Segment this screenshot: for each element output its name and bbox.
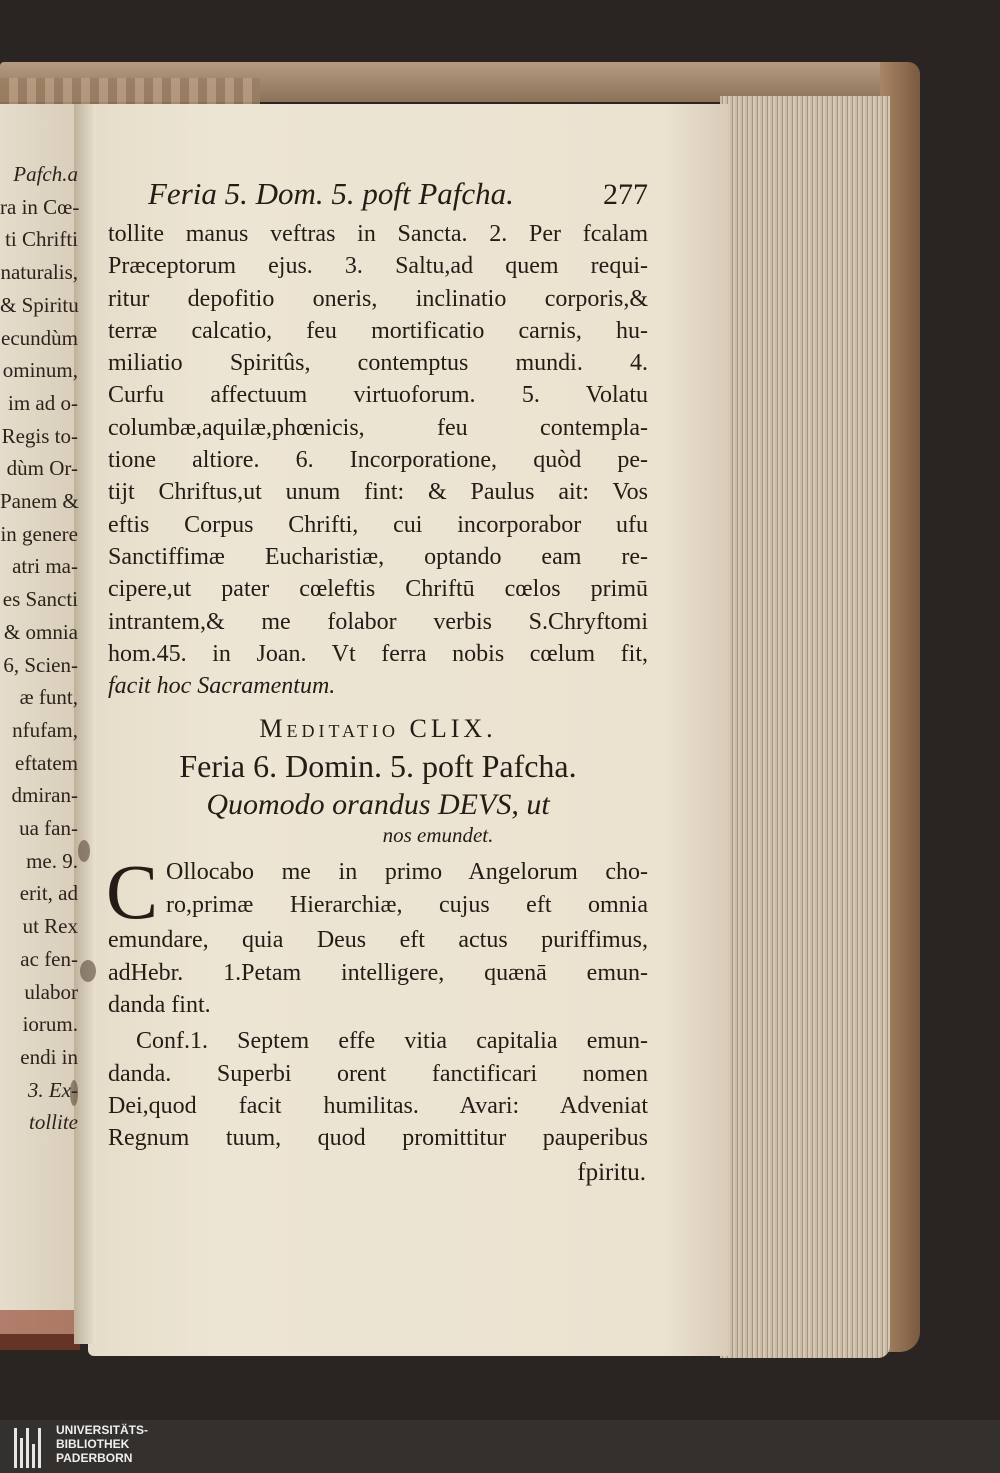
- left-line: 3. Ex-: [27, 1077, 78, 1102]
- text-line: columbæ,aquilæ,phœnicis, feu contempla-: [108, 414, 648, 441]
- text-line: terræ calcatio, feu mortificatio carnis, hu-: [108, 317, 648, 344]
- left-line: tollite: [29, 1110, 78, 1135]
- logo-line: UNIVERSITÄTS-: [56, 1423, 149, 1437]
- left-line: Pafch.a: [13, 162, 78, 186]
- meditation-number: Meditatio CLIX.: [259, 714, 497, 744]
- left-line: ua fan-: [19, 816, 78, 841]
- consideration-paragraph: [108, 1025, 648, 1154]
- text-line: emundare, quia Deus eft actus puriffimus,: [108, 927, 648, 954]
- left-line: ra in Cœ-: [0, 194, 80, 219]
- passage: [108, 218, 648, 702]
- text-line: Curfu affectuum virtuoforum. 5. Volatu: [108, 382, 648, 409]
- text-line: facit hoc Sacramentum.: [108, 673, 336, 700]
- left-page-edge: [0, 1310, 80, 1350]
- left-line: es Sancti: [2, 587, 78, 612]
- meditation-subject: Quomodo orandus DEVS, ut: [206, 788, 550, 822]
- text-line: adHebr. 1.Petam intelligere, quænā emun-: [108, 959, 648, 986]
- stain: [80, 960, 96, 982]
- text-line: ro,primæ Hierarchiæ, cujus eft omnia: [166, 891, 648, 918]
- meditation-subject-cont: nos emundet.: [382, 823, 494, 848]
- text-line: Conf.1. Septem effe vitia capitalia emun-: [136, 1028, 648, 1055]
- text-line: eftis Corpus Chrifti, cui incorporabor ufu: [108, 511, 648, 538]
- text-line: Dei,quod facit humilitas. Avari: Adveniat: [108, 1092, 648, 1119]
- left-line: atri ma-: [12, 554, 78, 579]
- left-line: dùm Or-: [6, 456, 78, 481]
- spine-decoration: [0, 78, 260, 106]
- text-line: cipere,ut pater cœleftis Chriftū cœlos primū: [108, 576, 648, 603]
- text-line: Ollocabo me in primo Angelorum cho-: [166, 859, 648, 886]
- right-page-text: [108, 176, 648, 1187]
- library-logo-bar: [0, 1420, 1000, 1473]
- left-line: im ad o-: [8, 390, 78, 415]
- text-line: tijt Chriftus,ut unum fint: & Paulus ait: Vos: [108, 479, 648, 506]
- drop-cap: C: [106, 848, 159, 936]
- running-title: Feria 5. Dom. 5. poft Pafcha.: [148, 176, 514, 211]
- left-line: Panem &: [0, 489, 79, 514]
- left-line: naturalis,: [0, 260, 78, 285]
- left-line: erit, ad: [19, 881, 78, 906]
- left-line: & omnia: [3, 619, 78, 644]
- left-page-text: [0, 158, 82, 1139]
- left-line: in genere: [0, 521, 78, 546]
- left-line: iorum.: [22, 1012, 78, 1037]
- meditation-day: Feria 6. Domin. 5. poft Pafcha.: [179, 748, 577, 785]
- text-line: danda. Superbi orent fanctificari nomen: [108, 1060, 648, 1087]
- left-line: ti Chrifti: [5, 227, 78, 252]
- logo-line: BIBLIOTHEK: [56, 1437, 130, 1451]
- text-line: miliatio Spiritûs, contemptus mundi. 4.: [108, 350, 648, 377]
- catchword: fpiritu.: [577, 1158, 646, 1186]
- left-line: nfufam,: [12, 717, 78, 742]
- left-line: endi in: [20, 1044, 78, 1069]
- left-line: 6, Scien-: [3, 652, 78, 677]
- text-line: Regnum tuum, quod promittitur pauperibus: [108, 1125, 648, 1152]
- opening-paragraph: [106, 848, 648, 1021]
- running-header: [108, 176, 648, 218]
- text-line: ritur depofitio oneris, inclinatio corporis,&: [108, 285, 648, 312]
- left-line: & Spiritu: [0, 292, 79, 317]
- left-line: ut Rex: [22, 914, 78, 939]
- text-line: tione altiore. 6. Incorporatione, quòd pe-: [108, 447, 648, 474]
- left-line: æ funt,: [19, 685, 78, 710]
- text-line: Præceptorum ejus. 3. Saltu,ad quem requi-: [108, 253, 648, 280]
- left-line: me. 9.: [26, 848, 78, 873]
- text-line: intrantem,& me folabor verbis S.Chryftomi: [108, 608, 648, 635]
- left-line: Regis to-: [1, 423, 78, 448]
- text-line: Sanctiffimæ Eucharistiæ, optando eam re-: [108, 543, 648, 570]
- text-line: danda fint.: [108, 992, 211, 1019]
- page-edges: [720, 96, 890, 1358]
- left-line: ulabor: [24, 979, 78, 1004]
- left-line: ecundùm: [1, 325, 78, 350]
- left-line: dmiran-: [11, 783, 78, 808]
- text-line: hom.45. in Joan. Vt ferra nobis cœlum fit,: [108, 640, 648, 667]
- left-line: eftatem: [15, 750, 78, 775]
- page-number: 277: [603, 178, 648, 211]
- left-line: ominum,: [2, 358, 78, 383]
- logo-line: PADERBORN: [56, 1451, 133, 1465]
- text-line: tollite manus veftras in Sancta. 2. Per fcalam: [108, 221, 648, 247]
- library-logo-text: [56, 1423, 148, 1465]
- left-line: ac fen-: [20, 946, 78, 971]
- library-logo-icon: [14, 1428, 48, 1468]
